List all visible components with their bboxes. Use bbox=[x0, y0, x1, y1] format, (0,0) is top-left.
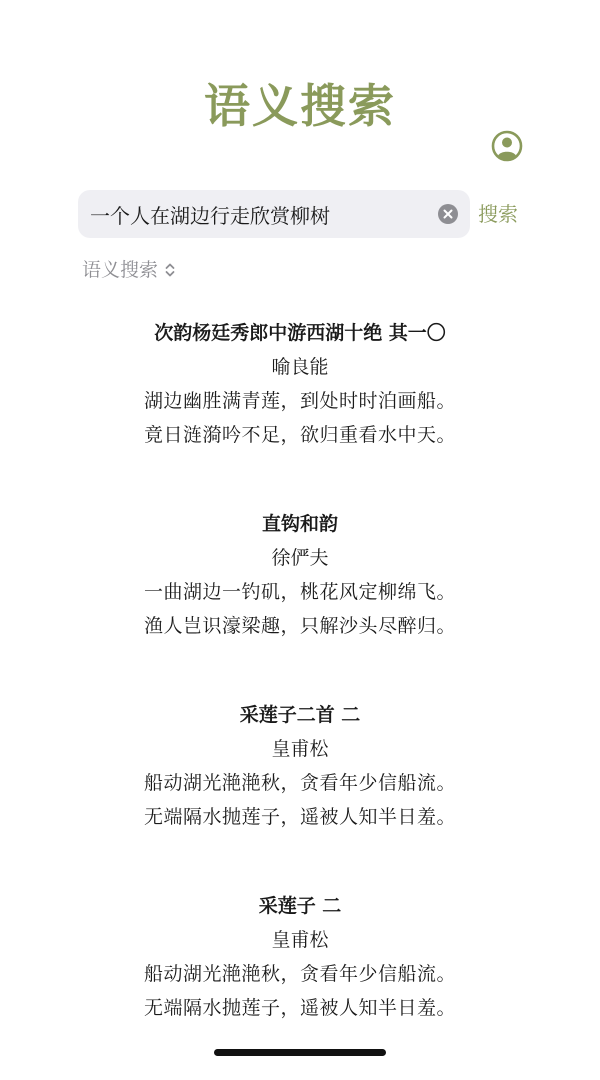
poem-title: 次韵杨廷秀郎中游西湖十绝 其一〇 bbox=[154, 322, 446, 344]
search-mode-label: 语义搜索 bbox=[82, 259, 159, 281]
poem-line: 船动湖光滟滟秋，贪看年少信船流。 bbox=[143, 963, 456, 985]
poem-line: 一曲湖边一钓矶，桃花风定柳绵飞。 bbox=[143, 581, 456, 603]
poem-title: 直钩和韵 bbox=[261, 513, 338, 535]
profile-button[interactable] bbox=[491, 130, 523, 162]
person-circle-icon bbox=[491, 130, 523, 162]
poem-line: 渔人岂识濠梁趣，只解沙头尽醉归。 bbox=[143, 615, 456, 637]
poem-card[interactable] bbox=[0, 698, 600, 834]
poem-line: 无端隔水抛莲子，遥被人知半日羞。 bbox=[143, 997, 456, 1019]
search-button[interactable]: 搜索 bbox=[478, 196, 518, 232]
poem-author: 徐俨夫 bbox=[271, 547, 329, 569]
search-input[interactable] bbox=[90, 190, 430, 238]
poem-card[interactable] bbox=[0, 316, 600, 452]
poem-line: 竟日涟漪吟不足，欲归重看水中天。 bbox=[143, 424, 456, 446]
clear-search-button[interactable] bbox=[438, 204, 458, 224]
poem-title: 采莲子二首 二 bbox=[239, 704, 361, 726]
poem-author: 皇甫松 bbox=[271, 929, 329, 951]
clear-x-icon bbox=[438, 204, 458, 224]
poem-line: 船动湖光滟滟秋，贪看年少信船流。 bbox=[143, 772, 456, 794]
poem-author: 喻良能 bbox=[271, 356, 329, 378]
search-bar bbox=[78, 190, 470, 238]
page-title: 语义搜索 bbox=[204, 79, 396, 133]
chevron-up-down-icon bbox=[164, 261, 176, 279]
poem-title: 采莲子 二 bbox=[258, 895, 342, 917]
poem-card[interactable] bbox=[0, 507, 600, 643]
home-indicator[interactable] bbox=[214, 1049, 386, 1056]
poem-card[interactable] bbox=[0, 889, 600, 1025]
poem-author: 皇甫松 bbox=[271, 738, 329, 760]
poem-line: 湖边幽胜满青莲，到处时时泊画船。 bbox=[143, 390, 456, 412]
search-mode-selector[interactable] bbox=[82, 254, 176, 286]
results-list bbox=[0, 316, 600, 1080]
poem-line: 无端隔水抛莲子，遥被人知半日羞。 bbox=[143, 806, 456, 828]
